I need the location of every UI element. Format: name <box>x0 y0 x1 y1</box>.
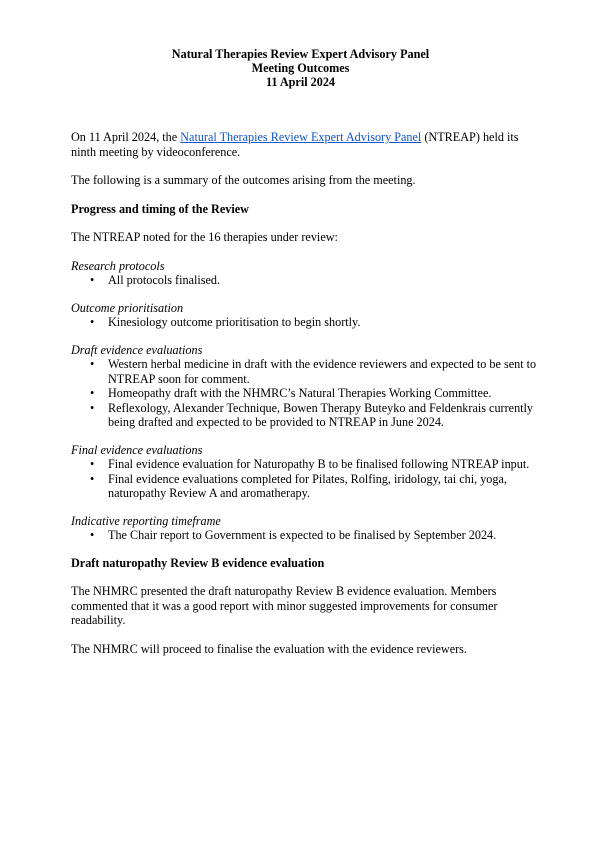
bullet-icon: • <box>90 457 95 471</box>
list-item-text: Final evidence evaluation for Naturopathy B to be finalised following NTREAP input. <box>108 457 530 471</box>
draft-evaluations-list <box>71 357 541 430</box>
list-item <box>71 401 541 430</box>
bullet-icon: • <box>90 471 95 486</box>
document-date: 11 April 2024 <box>265 75 336 89</box>
reporting-timeframe-list <box>71 528 541 543</box>
progress-intro: The NTREAP noted for the 16 therapies under review: <box>71 230 338 244</box>
list-item <box>71 315 541 330</box>
draft-section-paragraph-2: The NHMRC will proceed to finalise the evaluation with the evidence reviewers. <box>71 641 467 656</box>
bullet-icon: • <box>90 315 95 329</box>
document-subtitle: Meeting Outcomes <box>251 61 350 75</box>
bullet-icon: • <box>90 357 95 371</box>
progress-heading: Progress and timing of the Review <box>71 201 249 216</box>
list-item <box>71 528 541 543</box>
document-body <box>71 130 541 670</box>
research-protocols-title: Research protocols <box>71 258 165 273</box>
list-item-text: The Chair report to Government is expected to be finalised by September 2024. <box>108 528 497 542</box>
list-item <box>71 472 541 501</box>
document-header <box>0 47 601 89</box>
list-item-text: Kinesiology outcome prioritisation to begin shortly. <box>108 315 361 329</box>
final-evaluations-list <box>71 457 541 501</box>
bullet-icon: • <box>90 400 95 415</box>
reporting-timeframe-title: Indicative reporting timeframe <box>71 513 221 528</box>
bullet-icon: • <box>90 528 95 542</box>
intro-text-after: (NTREAP) held its ninth meeting by videoconference. <box>71 130 519 159</box>
list-item <box>71 386 541 401</box>
list-item-text: Homeopathy draft with the NHMRC’s Natural Therapies Working Committee. <box>108 386 492 400</box>
draft-evaluations-title: Draft evidence evaluations <box>71 342 203 357</box>
final-evaluations-title: Final evidence evaluations <box>71 442 203 457</box>
list-item-text: Reflexology, Alexander Technique, Bowen Therapy Buteyko and Feldenkrais currently being drafted and expected to be provided to NTREAP in June 2024. <box>108 400 534 429</box>
draft-section-paragraph-1: The NHMRC presented the draft naturopathy Review B evidence evaluation. Members commented that it was a good report with minor suggested improvements for consumer readability. <box>71 584 498 627</box>
outcome-prioritisation-title: Outcome prioritisation <box>71 300 184 315</box>
draft-evaluations-group <box>71 343 541 430</box>
outcome-prioritisation-list <box>71 315 541 330</box>
bullet-icon: • <box>90 273 95 287</box>
intro-paragraph <box>71 130 541 159</box>
research-protocols-group <box>71 259 541 288</box>
list-item <box>71 457 541 472</box>
research-protocols-list <box>71 273 541 288</box>
list-item-text: Final evidence evaluations completed for Pilates, Rolfing, iridology, tai chi, yoga, naturopathy Review A and aromatherapy. <box>108 471 507 500</box>
draft-section-heading: Draft naturopathy Review B evidence evaluation <box>71 555 325 570</box>
list-item <box>71 273 541 288</box>
list-item-text: Western herbal medicine in draft with the evidence reviewers and expected to be sent to NTREAP soon for comment. <box>108 357 537 386</box>
outcome-prioritisation-group <box>71 301 541 330</box>
list-item-text: All protocols finalised. <box>108 273 221 287</box>
final-evaluations-group <box>71 443 541 501</box>
summary-paragraph: The following is a summary of the outcomes arising from the meeting. <box>71 173 416 187</box>
ntreap-link[interactable]: Natural Therapies Review Expert Advisory Panel <box>180 130 422 144</box>
reporting-timeframe-group <box>71 514 541 543</box>
bullet-icon: • <box>90 386 95 400</box>
intro-text-before: On 11 April 2024, the <box>71 130 181 144</box>
document-title: Natural Therapies Review Expert Advisory Panel <box>171 47 430 61</box>
list-item <box>71 357 541 386</box>
